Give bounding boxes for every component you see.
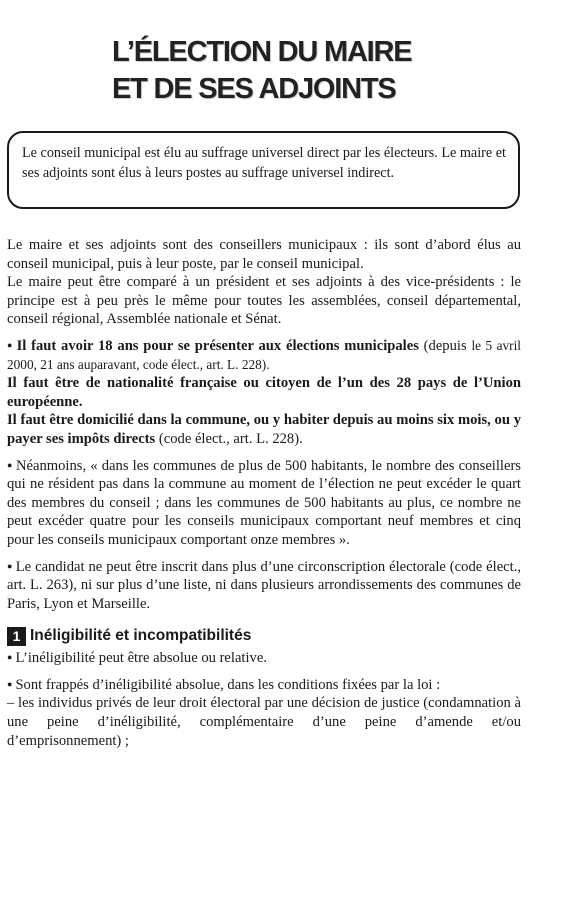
title-line-2: ET DE SES ADJOINTS bbox=[112, 73, 396, 105]
paragraph-p4: Il faut être de nationalité française ou citoyen de l’un des 28 pays de l’Union européenne. bbox=[7, 375, 521, 410]
paragraph-p5 bbox=[7, 411, 521, 448]
section-title: Inéligibilité et incompatibilités bbox=[30, 627, 252, 645]
paragraph-p7 bbox=[7, 557, 521, 614]
bullet-icon: ● bbox=[7, 339, 14, 350]
bullet-icon: ● bbox=[7, 678, 13, 689]
p6-text: Néanmoins, « dans les communes de plus de 500 habitants, le nombre des conseillers qui ne résident pas dans la commune au moment de l’élection ne peut excéder le quart des membres du conseil ; dans les communes de 500 habitants au plus, ce nombre ne peut excéder quatre pour les conseils municipaux comportant neuf membres et cinq pour les conseils municipaux comportant onze membres ». bbox=[7, 457, 521, 548]
section-paragraph-s1 bbox=[7, 648, 521, 668]
bullet-icon: ● bbox=[7, 459, 13, 470]
p3-small: le 5 avril 2000, 21 ans auparavant, code élect., art. L. 228). bbox=[7, 337, 521, 372]
page-title bbox=[112, 34, 412, 108]
section-heading bbox=[7, 626, 521, 646]
p5-rest: (code élect., art. L. 228). bbox=[155, 430, 303, 447]
s2-text: Sont frappés d’inéligibilité absolue, dans les conditions fixées par la loi : bbox=[15, 676, 441, 693]
bullet-icon: ● bbox=[7, 560, 13, 571]
paragraph-p3 bbox=[7, 336, 521, 374]
p7-text: Le candidat ne peut être inscrit dans plus d’une circonscription électorale (code élect., art. L. 263), ni sur plus d’une liste, ni dans plusieurs arrondissements des communes de Paris, Lyon et Marseille. bbox=[7, 558, 522, 612]
intro-summary: Le conseil municipal est élu au suffrage universel direct par les électeurs. Le maire et ses adjoints sont élus à leurs postes au suffrage universel indirect. bbox=[22, 145, 506, 181]
section-paragraph-s2 bbox=[7, 675, 521, 695]
s1-text: L’inéligibilité peut être absolue ou relative. bbox=[15, 650, 267, 667]
p3-rest: (depuis bbox=[418, 337, 467, 354]
title-line-1: L’ÉLECTION DU MAIRE bbox=[112, 36, 412, 68]
paragraph-p2: Le maire peut être comparé à un président et ses adjoints à des vice-présidents : le principe est à peu près le même pour toutes les assemblées, conseil départemental, conseil régional, Assemblée nationale et Sénat. bbox=[7, 274, 521, 328]
paragraph-p1: Le maire et ses adjoints sont des conseillers municipaux : ils sont d’abord élus au conseil municipal, puis à leur poste, par le conseil municipal. bbox=[7, 237, 521, 272]
section-number: 1 bbox=[7, 627, 26, 646]
section-paragraph-s3: – les individus privés de leur droit électoral par une décision de justice (condamnation à une peine d’inéligibilité, complémentaire d’une peine d’amende et/ou d’emprisonnement) ; bbox=[7, 695, 521, 749]
bullet-icon: ● bbox=[7, 652, 13, 663]
document-body bbox=[7, 236, 521, 750]
p5-bold: Il faut être domicilié dans la commune, ou y habiter depuis au moins six mois, ou y payer ses impôts directs bbox=[7, 412, 521, 447]
p3-bold: Il faut avoir 18 ans pour se présenter aux élections municipales bbox=[16, 337, 419, 354]
paragraph-p6 bbox=[7, 456, 521, 550]
